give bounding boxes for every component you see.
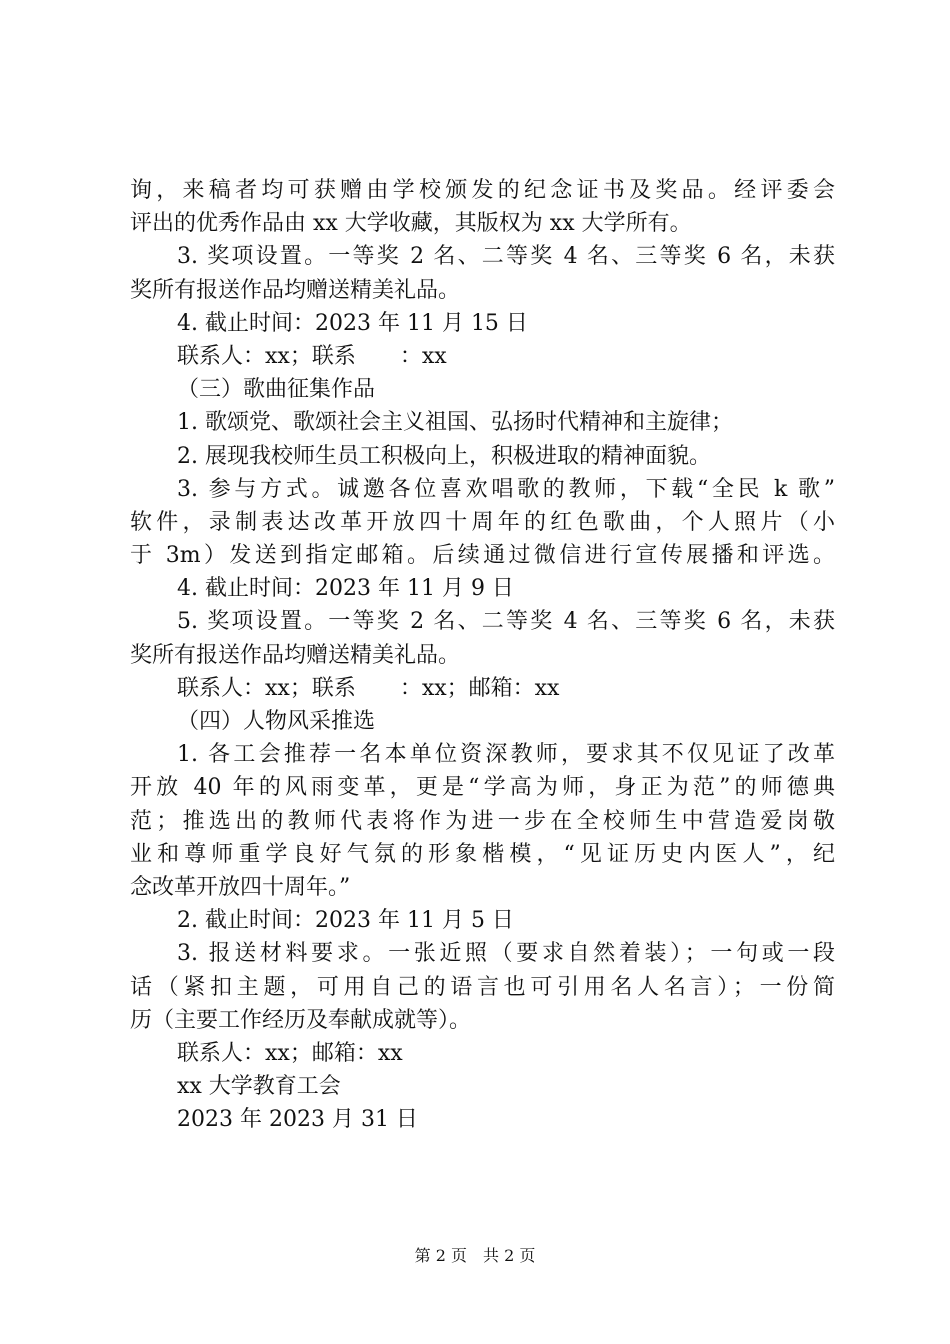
text-line: 1. 歌颂党、歌颂社会主义祖国、弘扬时代精神和主旋律； [177,410,733,436]
text-line: 1. 各工会推荐一名本单位资深教师，要求其不仅见证了改革 [177,742,835,768]
text-line: 4. 截止时间：2023 年 11 月 9 日 [177,576,514,602]
text-line: 4. 截止时间：2023 年 11 月 15 日 [177,310,528,336]
text-line: 话（紧扣主题，可用自己的语言也可引用名人名言）；一份简 [130,974,835,1000]
signature-date: 2023 年 2023 月 31 日 [177,1107,418,1133]
section-heading: （四）人物风采推选 [177,709,376,734]
text-line: 评出的优秀作品由 xx 大学收藏，其版权为 xx 大学所有。 [130,211,692,237]
page-footer [0,1243,950,1266]
text-line: 奖所有报送作品均赠送精美礼品。 [130,277,461,303]
text-line: 联系人：xx；联系 ：xx；邮箱：xx [177,675,560,701]
document-body [130,174,835,1136]
text-line: 询，来稿者均可获赠由学校颁发的纪念证书及奖品。经评委会 [130,178,835,203]
text-line: 业和尊师重学良好气氛的形象楷模，“见证历史内医人”，纪 [130,841,835,867]
page-number: 第 2 页 共 2 页 [414,1246,536,1265]
text-line: 念改革开放四十周年。” [130,874,351,900]
text-line: 2. 截止时间：2023 年 11 月 5 日 [177,908,514,934]
text-line: 3. 报送材料要求。一张近照（要求自然着装）；一句或一段 [177,941,835,967]
text-line: 奖所有报送作品均赠送精美礼品。 [130,642,461,668]
text-line: 范；推选出的教师代表将作为进一步在全校师生中营造爱岗敬 [130,808,835,834]
text-line: 3. 奖项设置。一等奖 2 名、二等奖 4 名、三等奖 6 名，未获 [177,244,835,270]
text-line: 5. 奖项设置。一等奖 2 名、二等奖 4 名、三等奖 6 名，未获 [177,609,835,635]
section-heading: （三）歌曲征集作品 [177,377,376,403]
text-line: 3. 参与方式。诚邀各位喜欢唱歌的教师，下载“全民 k 歌” [177,476,835,502]
text-line: 历（主要工作经历及奉献成就等）。 [130,1007,472,1033]
text-line: 联系人：xx；邮箱：xx [177,1040,403,1066]
text-line: 开放 40 年的风雨变革，更是“学高为师，身正为范”的师德典 [130,775,835,801]
text-line: 软件，录制表达改革开放四十周年的红色歌曲，个人照片（小 [130,509,835,535]
text-line: 联系人：xx；联系 ：xx [177,343,447,369]
signature-organization: xx 大学教育工会 [177,1074,341,1100]
text-line: 2. 展现我校师生员工积极向上，积极进取的精神面貌。 [177,443,711,469]
text-line: 于 3m）发送到指定邮箱。后续通过微信进行宣传展播和评选。 [130,543,835,569]
